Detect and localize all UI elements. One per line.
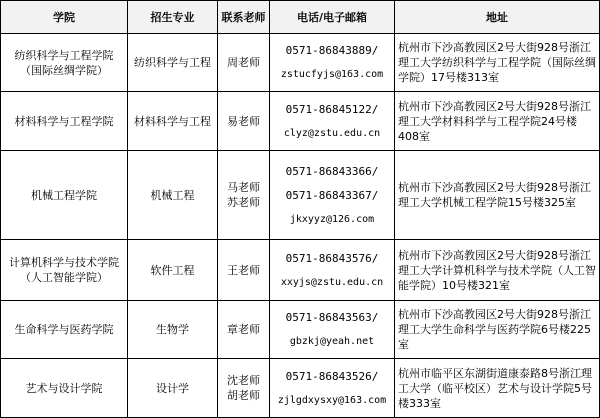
contact-cell [270,359,395,418]
header-major: 招生专业 [128,1,218,34]
teacher-name: 沈老师 [227,374,260,387]
teacher-name: 王老师 [227,263,260,277]
address-cell: 杭州市下沙高教园区2号大街928号浙江理工大学机械工程学院15号楼325室 [395,151,600,240]
college-name: 计算机科学与技术学院 [9,256,119,269]
teacher-name: 易老师 [227,114,260,128]
email-address[interactable]: xxyjs@zstu.edu.cn [280,276,384,288]
table-row [1,34,600,92]
email-address[interactable]: jkxyyz@126.com [289,213,375,225]
teacher-name: 胡老师 [227,389,260,402]
email-address[interactable]: clyz@zstu.edu.cn [283,127,381,139]
teacher-cell [218,151,270,240]
phone-number: 0571-86845122/ [285,102,379,116]
address-cell: 杭州市下沙高教园区2号大街928号浙江理工大学生命科学与医药学院6号楼225室 [395,301,600,359]
contact-cell [270,151,395,240]
phone-number: 0571-86843563/ [285,311,379,324]
contact-cell [270,92,395,151]
teacher-name: 周老师 [227,56,260,69]
header-teacher: 联系老师 [218,1,270,34]
college-cell [1,240,128,301]
phone-number: 0571-86843889/ [285,44,379,57]
teacher-cell [218,92,270,151]
phone-number: 0571-86843526/ [285,369,379,383]
college-name-sub: （国际丝绸学院） [20,63,108,77]
table-row [1,301,600,359]
phone-number: 0571-86843367/ [285,188,379,202]
college-cell [1,92,128,151]
address-cell: 杭州市下沙高教园区2号大街928号浙江理工大学计算机科学与技术学院（人工智能学院）10号楼321室 [395,240,600,301]
college-name: 艺术与设计学院 [25,381,103,395]
college-name: 机械工程学院 [31,188,97,202]
table-row [1,151,600,240]
college-name: 生命科学与医药学院 [14,323,114,336]
college-cell [1,34,128,92]
college-name-sub: （人工智能学院） [20,271,108,284]
email-address[interactable]: zjlgdxysxy@163.com [277,394,387,406]
teacher-name: 章老师 [227,323,260,336]
major-cell: 设计学 [128,359,218,418]
email-address[interactable]: zstucfyjs@163.com [280,69,384,80]
teacher-name: 苏老师 [227,196,260,209]
address-cell: 杭州市临平区东湖街道康泰路8号浙江理工大学（临平校区）艺术与设计学院5号楼333室 [395,359,600,418]
header-contact: 电话/电子邮箱 [270,1,395,34]
address-cell: 杭州市下沙高教园区2号大街928号浙江理工大学纺织科学与工程学院（国际丝绸学院）17号楼313室 [395,34,600,92]
college-name: 纺织科学与工程学院 [14,48,114,62]
college-cell [1,301,128,359]
college-name: 材料科学与工程学院 [14,114,114,128]
table-row [1,92,600,151]
major-cell: 软件工程 [128,240,218,301]
contact-cell [270,34,395,92]
table-row [1,240,600,301]
major-cell: 机械工程 [128,151,218,240]
address-cell: 杭州市下沙高教园区2号大街928号浙江理工大学材料科学与工程学院24号楼408室 [395,92,600,151]
major-cell: 纺织科学与工程 [128,34,218,92]
major-cell: 生物学 [128,301,218,359]
teacher-cell [218,301,270,359]
header-college: 学院 [1,1,128,34]
teacher-name: 马老师 [227,181,260,194]
header-address: 地址 [395,1,600,34]
email-address[interactable]: gbzkj@yeah.net [289,336,375,347]
teacher-cell [218,34,270,92]
contact-cell [270,301,395,359]
phone-number: 0571-86843366/ [285,164,379,178]
major-cell: 材料科学与工程 [128,92,218,151]
phone-number: 0571-86843576/ [285,251,379,265]
teacher-cell [218,359,270,418]
college-cell [1,359,128,418]
table-row [1,359,600,418]
teacher-cell [218,240,270,301]
college-cell [1,151,128,240]
contact-cell [270,240,395,301]
header-row [1,1,600,34]
